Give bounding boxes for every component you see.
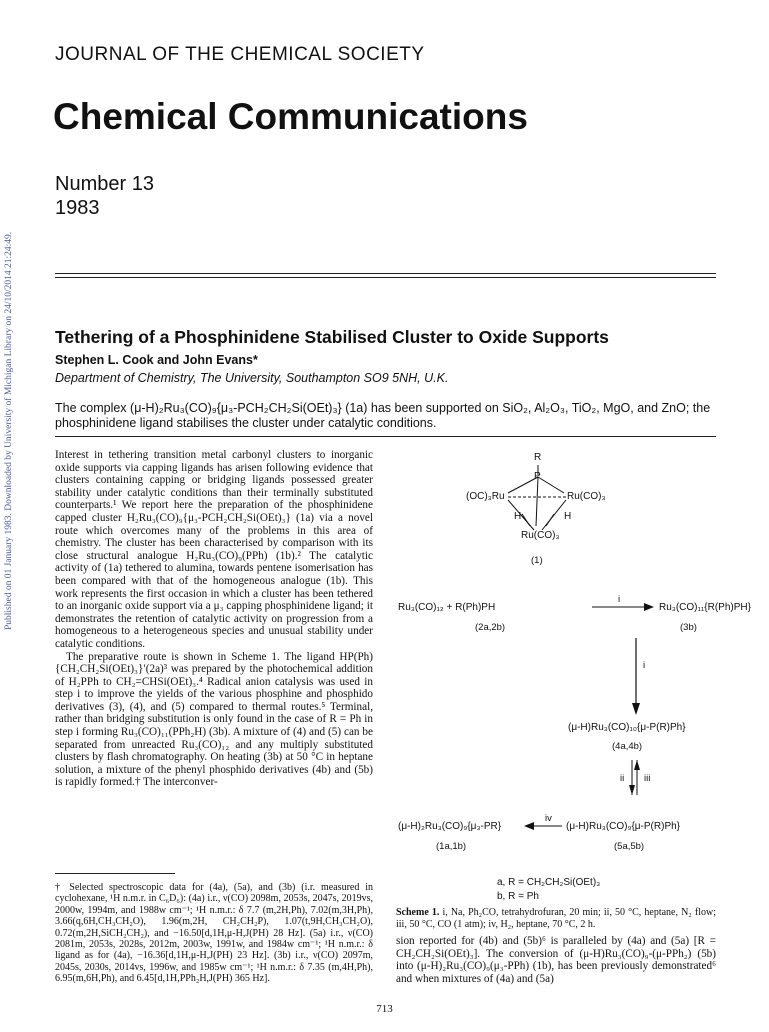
download-watermark: Published on 01 January 1983. Downloaded by University of Michigan Library on 24/10/2014 21:24:49.: [4, 231, 14, 630]
step-label-i: i: [618, 594, 621, 605]
article-title: Tethering of a Phosphinidene Stabilised Cluster to Oxide Supports: [55, 327, 609, 347]
ruthenium-right: Ru(CO)₃: [567, 491, 606, 502]
article-authors: Stephen L. Cook and John Evans*: [55, 353, 258, 367]
compound-5: (μ-H)Ru₃(CO)₉{μ-P(R)Ph}: [566, 821, 681, 832]
compound-label-1ab: (1a,1b): [436, 841, 467, 852]
ruthenium-bottom: Ru(CO)₃: [521, 530, 560, 541]
journal-title: Chemical Communications: [53, 96, 528, 137]
step-label-i-down: i: [643, 660, 646, 671]
scheme-caption: [396, 907, 716, 930]
abstract-divider: [55, 436, 716, 437]
body-left-column: [55, 449, 373, 789]
hydride-right: H: [564, 511, 572, 522]
scheme-caption-label: Scheme 1.: [396, 907, 440, 918]
page-number: 713: [376, 1003, 393, 1015]
compound-4: (μ-H)Ru₃(CO)₁₀{μ-P(R)Ph}: [568, 722, 686, 733]
ruthenium-left: (OC)₃Ru: [466, 491, 505, 502]
body-paragraph: The preparative route is shown in Scheme 1. The ligand HP(Ph){CH₂CH₂Si(OEt)₃}′(2a)³ was prepared by the photochemical addition of H₂PPh to CH₂=CHSi(OEt)₃.⁴ Radical anion catalysis was used in step i to improve the yields of the various phosphine and phosphido derivatives (3), (4), and (5) compared to thermal routes.⁵ Terminal, rather than bridging substitution is only found in the case of R = Ph in step i forming Ru₃(CO)₁₁(PPh₂H) (3b). A mixture of (4) and (5) can be separated from unreacted Ru₃(CO)₁₂ and any multiply substituted clusters by flash chromatography. On heating (3b) at 50 °C in heptane solution, a mixture of the phenyl phosphido derivatives (4b) and (5b) is rapidly formed.† The interconver-: [55, 650, 373, 789]
header-divider-bottom: [55, 277, 716, 278]
author-affiliation: Department of Chemistry, The University, Southampton SO9 5NH, U.K.: [55, 371, 449, 385]
step-label-iv: iv: [545, 813, 552, 824]
compound-3: Ru₃(CO)₁₁{R(Ph)PH}: [659, 602, 751, 613]
footnote: † Selected spectroscopic data for (4a), (5a), and (3b) (i.r. measured in cyclohexane, ¹H n.m.r. in C₆D₆): (4a) i.r., ν(CO) 2098m, 2053s, 2047s, 2019vs, 2000w, 1994m, and 1988w cm⁻¹; ¹H n.m.r.: δ 7.7 (m,2H,Ph), 7.02(m,3H,Ph), 3.66(q,6H,CH₃CH₂O), 1.96(m,2H, CH₂CH₂P), 1.07(t,9H,CH₃CH₂O), 0.72(m,2H,SiCH₂CH₂), and −16.50[d,1H,μ-H,J(PH) 28 Hz]. (5a) i.r., ν(CO) 2081m, 2053s, 2028s, 2012m, 2003w, 1991w, and 1984w cm⁻¹; ¹H n.m.r.: δ ligand as for (4a), −16.36[d,1H,μ-H,J(PH) 23 Hz]. (3b) i.r., ν(CO) 2097m, 2045s, 2030s, 2014vs, 1996w, and 1985w cm⁻¹; ¹H n.m.r.: δ 7.35 (m,4H,Ph), 6.95(m,6H,Ph), and 6.45[d,1H,PPh₂H,J(PH) 365 Hz].: [55, 882, 373, 985]
article-abstract: The complex (μ-H)₂Ru₃(CO)₉{μ₃-PCH₂CH₂Si(OEt)₃} (1a) has been supported on SiO₂, Al₂O₃, TiO₂, MgO, and ZnO; the phosphinidene ligand stabilises the cluster under catalytic conditions.: [55, 401, 711, 430]
compound-label-1: (1): [531, 555, 543, 566]
issue-year: 1983: [55, 197, 100, 219]
body-right-column: sion reported for (4b) and (5b)⁶ is paralleled by (4a) and (5a) [R = CH₂CH₂Si(OEt)₃]. The conversion of (μ-H)Ru₃(CO)₉-(μ-PPh₂) (5b) into (μ-H)₂Ru₃(CO)₉(μ₃-PPh) (1b), has been previously demonstrated⁶ and when mixtures of (4a) and (5a): [396, 935, 716, 985]
scheme-lines: [396, 440, 716, 870]
compound-label-5: (5a,5b): [614, 841, 645, 852]
body-paragraph: Interest in tethering transition metal carbonyl clusters to inorganic oxide supports via capping ligands has arisen following evidence that clusters containing capping or bridging ligands possessed greater stability under catalytic conditions than their terminally substituted counterparts.¹ We report here the preparation of the phosphinidene capped cluster H₂Ru₃(CO)₉{μ₃-PCH₂CH₂Si(OEt)₃} (1a) via a novel route which overcomes many of the problems in this area of chemistry. The cluster has been characterised by comparison with its close structural analogue H₂Ru₃(CO)₉(PPh) (1b).² The catalytic activity of (1a) tethered to alumina, towards pentene isomerisation has been compared with that of the homogeneous analogue (1b). This work represents the first occasion in which a cluster has been tethered to an inorganic oxide support via a μ₃ capping phosphinidene ligand; it demonstrates the retention of catalytic activity on progression from a homogeneous to a heterogeneous species and unusual stability under catalytic conditions.: [55, 449, 373, 650]
journal-name: JOURNAL OF THE CHEMICAL SOCIETY: [55, 44, 425, 65]
legend-a: a, R = CH₂CH₂Si(OEt)₃: [497, 877, 601, 888]
scheme-caption-text: i, Na, Ph₂CO, tetrahydrofuran, 20 min; ii, 50 °C, heptane, N₂ flow; iii, 50 °C, CO (1 atm); iv, H₂, heptane, 70 °C, 2 h.: [396, 907, 716, 930]
reactant-label: (2a,2b): [475, 622, 506, 633]
issue-number: Number 13: [55, 173, 154, 195]
hydride-left: H: [514, 511, 522, 522]
compound-label-4: (4a,4b): [612, 741, 643, 752]
step-label-ii: ii: [620, 773, 625, 784]
substituent-r: R: [534, 452, 542, 463]
step-label-iii: iii: [644, 773, 651, 784]
footnote-divider: [55, 873, 175, 874]
reaction-reactants: Ru₃(CO)₁₂ + R(Ph)PH: [398, 602, 496, 613]
product-label-3b: (3b): [680, 622, 697, 633]
header-divider-top: [55, 273, 716, 274]
compound-1-formula: (μ-H)₂Ru₃(CO)₉{μ₃-PR}: [398, 821, 502, 832]
legend-b: b, R = Ph: [497, 891, 539, 902]
phosphorus-atom: P: [534, 471, 541, 482]
